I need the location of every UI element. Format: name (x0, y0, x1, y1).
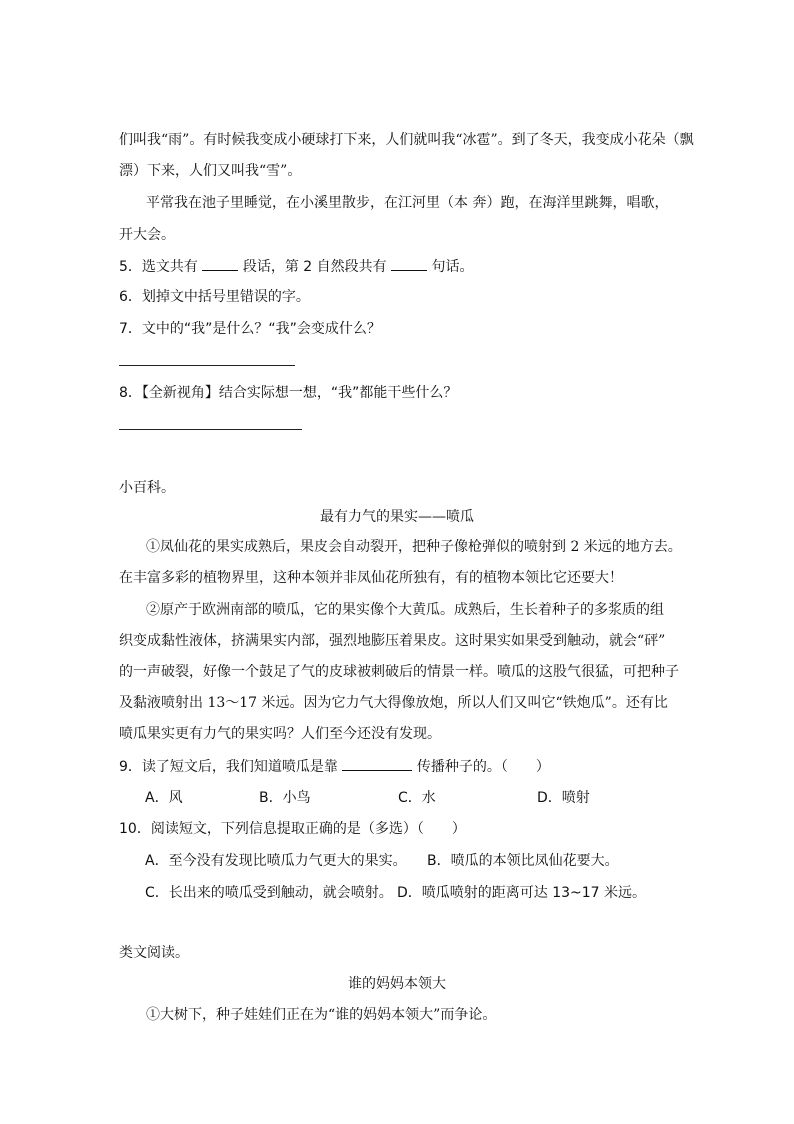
q10-option-a[interactable]: A．至今没有发现比喷瓜力气更大的果实。 (145, 853, 407, 869)
q5-text-b: 段话，第 2 自然段共有 (242, 259, 387, 275)
article-p2-line-3: 的一声破裂，好像一个鼓足了气的皮球被刺破后的情景一样。喷瓜的这股气很猛，可把种子 (119, 664, 679, 680)
q9-option-c[interactable]: C．水 (398, 790, 436, 806)
question-9 (119, 757, 550, 776)
q9-option-a[interactable]: A．风 (145, 790, 183, 806)
q9-text-b: 传播种子的。（ ） (416, 759, 550, 775)
q9-option-b[interactable]: B．小鸟 (259, 790, 311, 806)
q5-text-c: 句话。 (431, 259, 474, 275)
q9-text-a: 9．读了短文后，我们知道喷瓜是靠 (119, 759, 338, 775)
q9-blank[interactable] (342, 757, 412, 771)
article-p2-line-5: 喷瓜果实更有力气的果实吗？人们至今还没有发现。 (119, 726, 441, 742)
question-7: 7．文中的“我”是什么？“我”会变成什么？ (119, 321, 381, 337)
question-5 (119, 257, 474, 276)
section-heading-encyclopedia: 小百科。 (119, 480, 175, 496)
passage1-line-2: 漂）下来，人们又叫我“雪”。 (119, 163, 302, 179)
q10-option-b[interactable]: B．喷瓜的本领比凤仙花要大。 (427, 853, 619, 869)
q10-option-d[interactable]: D．喷瓜喷射的距离可达 13~17 米远。 (397, 885, 647, 901)
question-6: 6．划掉文中括号里错误的字。 (119, 289, 310, 305)
q5-blank-2[interactable] (391, 257, 427, 271)
q5-text-a: 5．选文共有 (119, 259, 198, 275)
article3-p1: ①大树下，种子娃娃们正在为“谁的妈妈本领大”而争论。 (146, 1007, 497, 1023)
q7-answer-line[interactable] (119, 365, 295, 366)
section-heading-similar-reading: 类文阅读。 (119, 945, 189, 961)
article-title-squirting-cucumber: 最有力气的果实——喷瓜 (320, 509, 474, 525)
q9-option-d[interactable]: D．喷射 (537, 790, 590, 806)
article-p1-line-2: 在丰富多彩的植物界里，这种本领并非凤仙花所独有，有的植物本领比它还要大！ (119, 570, 623, 586)
passage1-line-1: 们叫我“雨”。有时候我变成小硬球打下来，人们就叫我“冰雹”。到了冬天，我变成小花朵（飘 (119, 132, 694, 148)
q5-blank-1[interactable] (202, 257, 238, 271)
article-p1-line-1: ①凤仙花的果实成熟后，果皮会自动裂开，把种子像枪弹似的喷射到 2 米远的地方去。 (146, 539, 682, 555)
passage1-line-3: 平常我在池子里睡觉，在小溪里散步，在江河里（本 奔）跑，在海洋里跳舞，唱歌， (146, 195, 669, 211)
question-10: 10．阅读短文，下列信息提取正确的是（多选）（ ） (119, 821, 466, 837)
article-p2-line-2: 织变成黏性液体，挤满果实内部，强烈地膨压着果皮。这时果实如果受到触动，就会“砰” (119, 633, 666, 649)
passage1-line-4: 开大会。 (119, 227, 175, 243)
question-8: 8．【全新视角】结合实际想一想，“我”都能干些什么？ (119, 385, 458, 401)
article-title-whose-mother: 谁的妈妈本领大 (348, 976, 446, 992)
q8-answer-line[interactable] (119, 429, 302, 430)
article-p2-line-1: ②原产于欧洲南部的喷瓜，它的果实像个大黄瓜。成熟后，生长着种子的多浆质的组 (146, 602, 664, 618)
q10-option-c[interactable]: C．长出来的喷瓜受到触动，就会喷射。 (145, 885, 393, 901)
article-p2-line-4: 及黏液喷射出 13～17 米远。因为它力气大得像放炮，所以人们又叫它“铁炮瓜”。还有比 (119, 695, 668, 711)
